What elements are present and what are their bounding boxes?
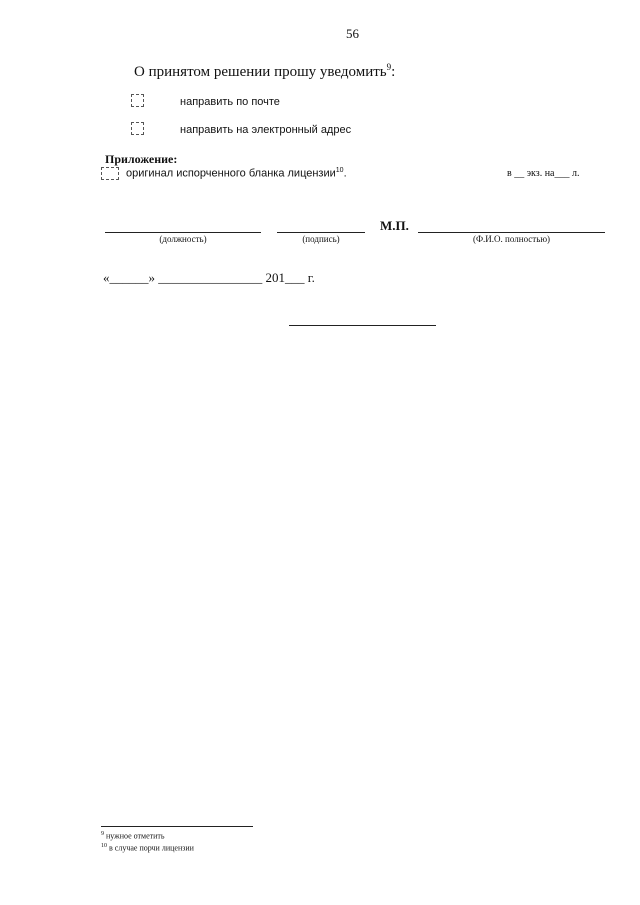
attachment-checkbox[interactable] [101, 167, 119, 180]
footnote-1-text: нужное отметить [106, 831, 165, 841]
date-year-blank: ___ [285, 270, 305, 285]
date-year-suffix: г. [307, 270, 315, 285]
signature-line [277, 232, 365, 233]
position-line [105, 232, 261, 233]
footnote-1 [101, 831, 165, 841]
attachment-title: Приложение: [105, 152, 178, 166]
footnote-1-mark: 9 [101, 831, 104, 837]
mail-option-label: направить по почте [180, 96, 280, 108]
stamp-placeholder: М.П. [380, 218, 409, 233]
heading-footnote-mark: 9 [386, 62, 392, 72]
date-open-quote: « [103, 270, 110, 285]
document-end-line [289, 325, 436, 326]
attachment-item [126, 167, 347, 180]
attachment-copies: в __ экз. на___ л. [507, 168, 580, 179]
date-close-quote: » [148, 270, 155, 285]
heading-suffix: : [391, 64, 396, 80]
position-caption: (должность) [159, 234, 207, 244]
heading-text: О принятом решении прошу уведомить [134, 64, 387, 80]
mail-option-checkbox[interactable] [131, 94, 144, 107]
full-name-line [418, 232, 605, 233]
date-line [103, 270, 315, 286]
full-name-caption: (Ф.И.О. полностью) [472, 234, 551, 244]
date-day-blank: ______ [109, 270, 149, 285]
attachment-item-suffix: . [343, 167, 347, 180]
attachment-item-label: оригинал испорченного бланка лицензии [126, 167, 336, 180]
email-option-checkbox[interactable] [131, 122, 144, 135]
attachment-footnote-mark: 10 [335, 167, 344, 174]
notification-heading [134, 62, 395, 81]
signature-caption: (подпись) [302, 234, 340, 244]
date-year-prefix: 201 [265, 270, 285, 285]
footnote-2-text: в случае порчи лицензии [109, 843, 194, 853]
email-option-label: направить на электронный адрес [180, 124, 352, 136]
footnote-separator [101, 826, 253, 827]
date-month-blank: ________________ [158, 270, 263, 285]
page-number: 56 [346, 26, 359, 41]
footnote-2 [101, 843, 194, 853]
footnote-2-mark: 10 [101, 843, 107, 849]
